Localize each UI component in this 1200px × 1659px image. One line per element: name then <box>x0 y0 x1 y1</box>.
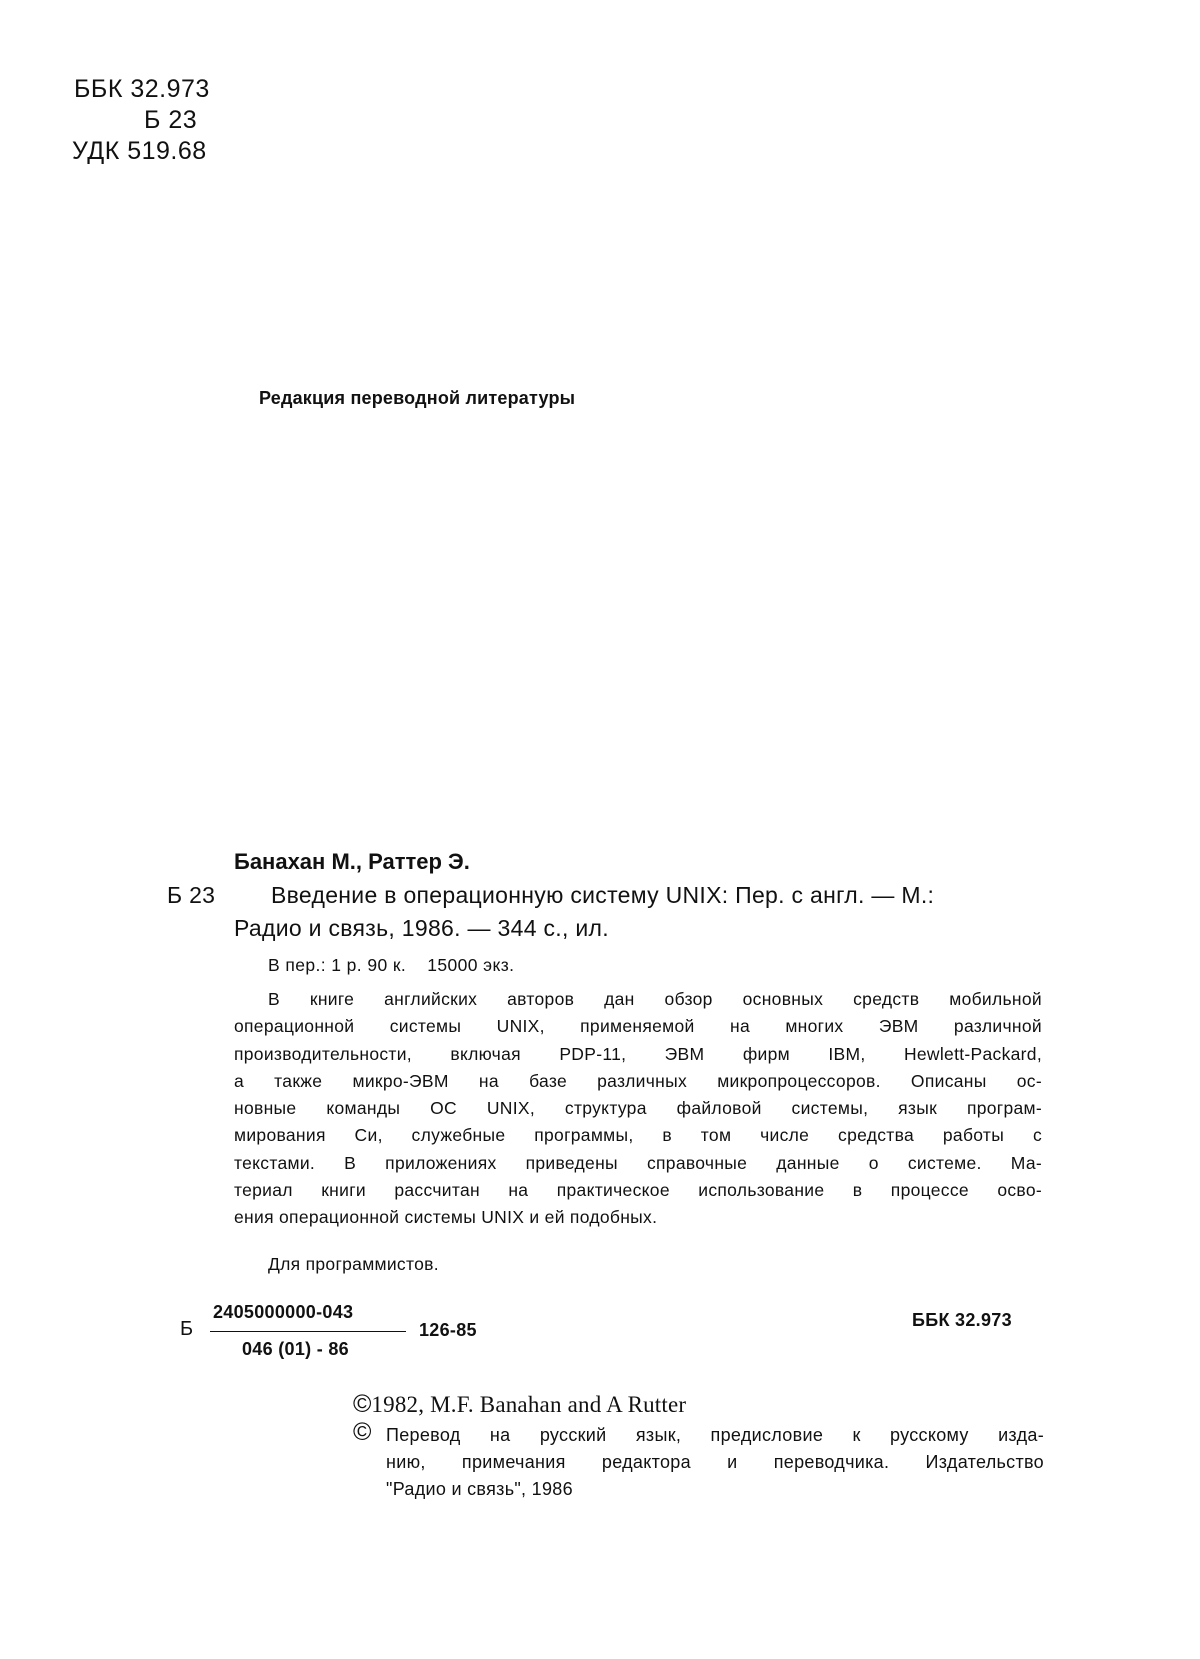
bbk-code: ББК 32.973 <box>74 75 210 103</box>
copyright-translation <box>386 1422 1044 1503</box>
copyright-original <box>353 1390 686 1419</box>
abstract-line: ения операционной системы UNIX и ей подобных. <box>234 1207 658 1228</box>
abstract-line: производительности, включая PDP-11, ЭВМ фирм IBM, Hewlett-Packard, <box>234 1043 1042 1064</box>
udk-code: УДК 519.68 <box>72 137 207 165</box>
abstract <box>234 986 1042 1232</box>
price-circulation: В пер.: 1 р. 90 к. 15000 экз. <box>268 955 515 975</box>
abstract-line: териал книги рассчитан на практическое использование в процессе осво- <box>234 1180 1042 1201</box>
copyright-translation-line: Перевод на русский язык, предисловие к русскому изда- <box>386 1425 1044 1445</box>
abstract-line: В книге английских авторов дан обзор основных средств мобильной <box>268 989 1042 1009</box>
copyright-translation-line: нию, примечания редактора и переводчика. Издательство <box>386 1452 1044 1472</box>
bbk-right: ББК 32.973 <box>912 1310 1012 1330</box>
copyright-symbol: © <box>353 1390 372 1418</box>
formula-suffix: 126-85 <box>419 1320 477 1340</box>
formula-numerator: 2405000000-043 <box>213 1302 354 1322</box>
abstract-line: мирования Си, служебные программы, в том числе средства работы с <box>234 1125 1042 1146</box>
title-line-2: Радио и связь, 1986. — 344 с., ил. <box>234 915 609 941</box>
copyright-translation-line: "Радио и связь", 1986 <box>386 1479 573 1499</box>
abstract-line: текстами. В приложениях приведены справочные данные о системе. Ма- <box>234 1152 1042 1173</box>
formula-fraction-bar <box>210 1331 406 1332</box>
audience: Для программистов. <box>268 1254 439 1274</box>
abstract-line: а также микро-ЭВМ на базе различных микропроцессоров. Описаны ос- <box>234 1070 1042 1091</box>
formula-denominator: 046 (01) - 86 <box>242 1339 349 1359</box>
call-mark: Б 23 <box>167 882 216 908</box>
abstract-line: новные команды ОС UNIX, структура файловой системы, язык програм- <box>234 1098 1042 1119</box>
copyright-original-text: 1982, M.F. Banahan and A Rutter <box>371 1392 687 1417</box>
title-line-1: Введение в операционную систему UNIX: Пер. с англ. — М.: <box>271 882 935 908</box>
authors: Банахан М., Раттер Э. <box>234 849 470 874</box>
abstract-line: операционной системы UNIX, применяемой на многих ЭВМ различной <box>234 1016 1042 1037</box>
editorial-office: Редакция переводной литературы <box>259 388 576 408</box>
copyright-symbol: © <box>353 1418 372 1446</box>
formula-letter: Б <box>180 1318 194 1340</box>
author-mark-code: Б 23 <box>144 106 198 134</box>
